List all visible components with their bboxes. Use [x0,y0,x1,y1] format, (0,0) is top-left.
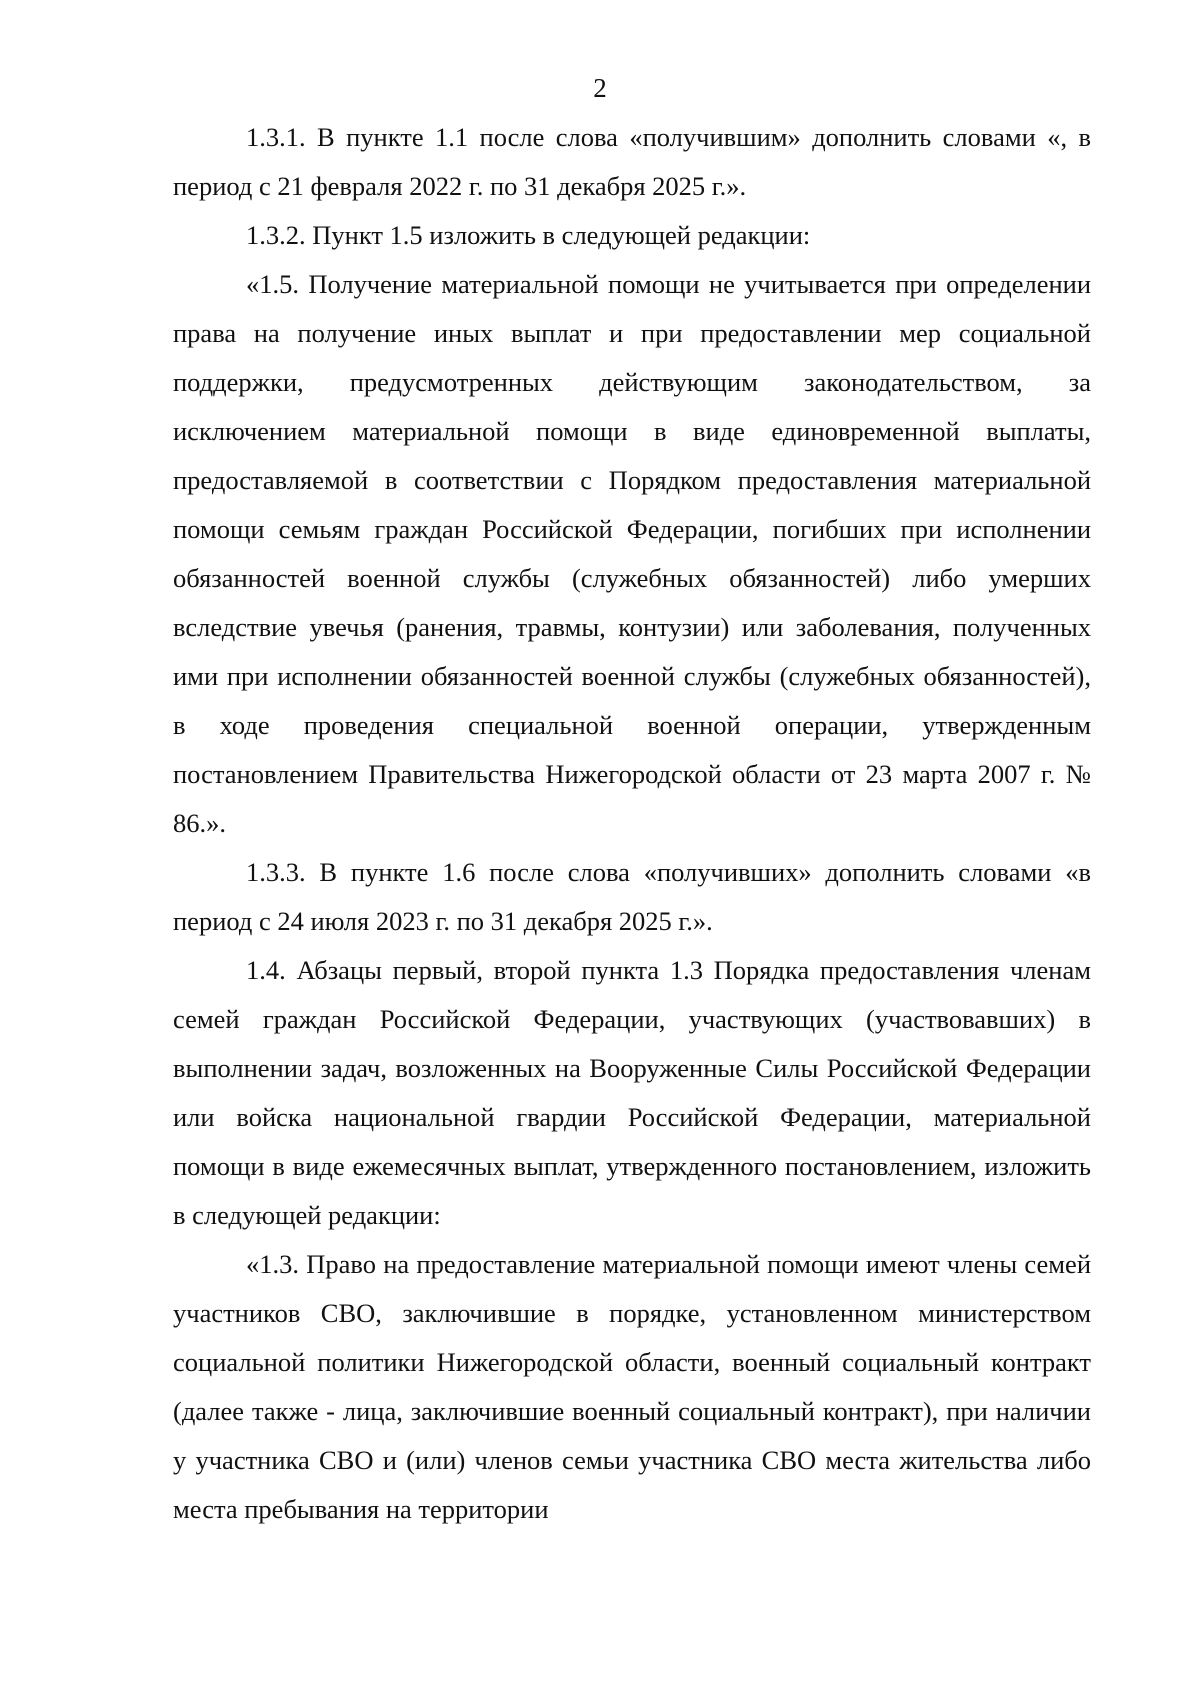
document-body [173,113,1091,1534]
paragraph-1-3-2: 1.3.2. Пункт 1.5 изложить в следующей редакции: [246,220,811,250]
page-number: 2 [593,73,607,103]
paragraph-1-3-1: 1.3.1. В пункте 1.1 после слова «получившим» дополнить словами «, в период с 21 февраля 2022 г. по 31 декабря 2025 г.». [173,122,1091,201]
paragraph-1-4: 1.4. Абзацы первый, второй пункта 1.3 Порядка предоставления членам семей граждан Российской Федерации, участвующих (участвовавших) в выполнении задач, возложенных на Вооруженные Силы Российской Федерации или войска национальной гвардии Российской Федерации, материальной помощи в виде ежемесячных выплат, утвержденного постановлением, изложить в следующей редакции: [173,955,1091,1230]
paragraph-1-3-3: 1.3.3. В пункте 1.6 после слова «получивших» дополнить словами «в период с 24 июля 2023 г. по 31 декабря 2025 г.». [173,857,1091,936]
paragraph-1-3-quote: «1.3. Право на предоставление материальной помощи имеют члены семей участников СВО, заключившие в порядке, установленном министерством социальной политики Нижегородской области, военный социальный контракт (далее также - лица, заключившие военный социальный контракт), при наличии у участника СВО и (или) членов семьи участника СВО места жительства либо места пребывания на территории [173,1249,1091,1524]
paragraph-1-5-quote: «1.5. Получение материальной помощи не учитывается при определении права на получение иных выплат и при предоставлении мер социальной поддержки, предусмотренных действующим законодательством, за исключением материальной помощи в виде единовременной выплаты, предоставляемой в соответствии с Порядком предоставления материальной помощи семьям граждан Российской Федерации, погибших при исполнении обязанностей военной службы (служебных обязанностей) либо умерших вследствие увечья (ранения, травмы, контузии) или заболевания, полученных ими при исполнении обязанностей военной службы (служебных обязанностей), в ходе проведения специальной военной операции, утвержденным постановлением Правительства Нижегородской области от 23 марта 2007 г. № 86.». [173,269,1091,838]
